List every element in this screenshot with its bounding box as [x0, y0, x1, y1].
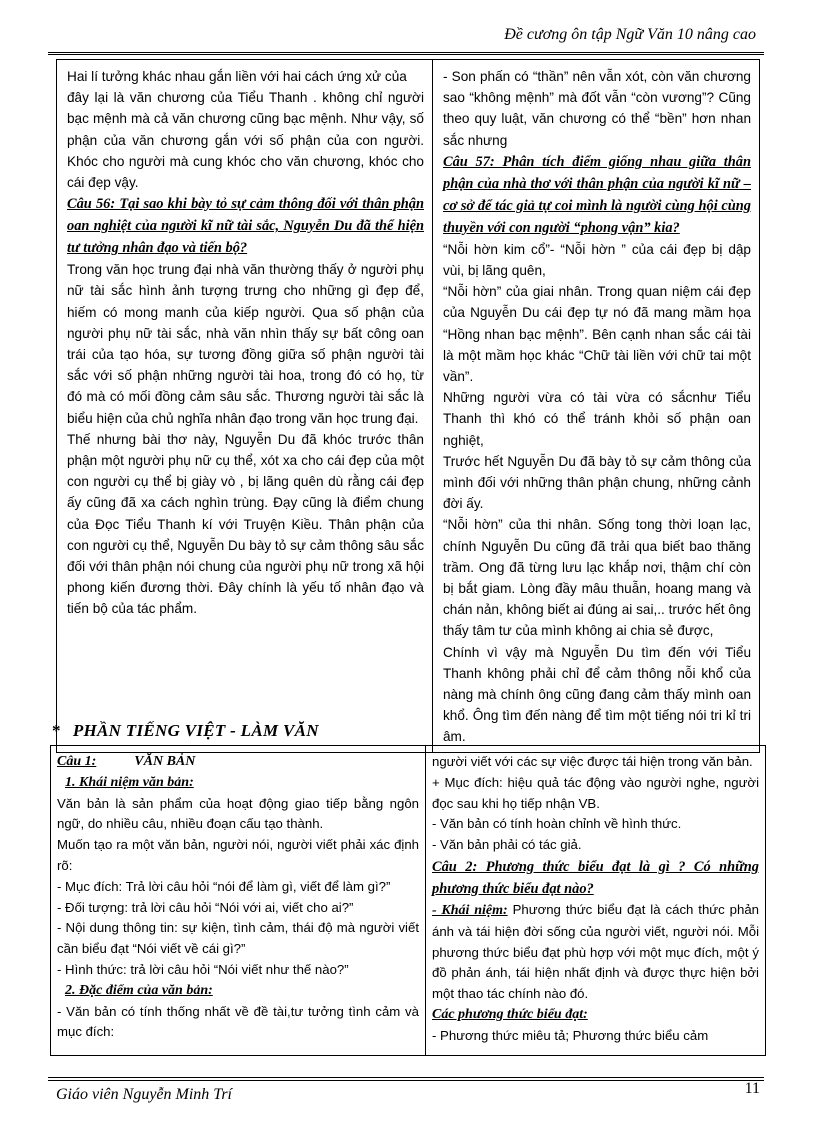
paragraph-text: Phương thức biểu đạt là cách thức phản ánh và tái hiện đời sống của người viết, người nói. Mỗi phương thức biểu đạt phù hợp với một mục đích, một ý đồ phản ánh, tái hiện nhất định và được thực hiện bởi một thao tác chính nào đó.	[432, 901, 759, 1002]
section-2-right-column	[426, 746, 766, 1056]
paragraph: “Nỗi hờn” của thi nhân. Sống tong thời loạn lạc, chính Nguyễn Du cũng đã trải qua biết bao thăng trầm. Ong đã từng lưu lạc khắp nơi, thậm chí còn bị bắt giam. Lòng đầy mâu thuẫn, hoang mang và chán nản, không biết ai đúng ai sai,.. trước hết ông thấy tâm tư của mình không ai chia sẻ được,	[443, 517, 751, 639]
paragraph: Những người vừa có tài vừa có sắcnhư Tiểu Thanh thì khó có thể tránh khỏi số phận oan nghiệt,	[443, 390, 751, 448]
footer-teacher: Giáo viên Nguyễn Minh Trí	[56, 1086, 232, 1103]
paragraph: - Nội dung thông tin: sự kiện, tình cảm, thái độ mà người viết cần biểu đạt “Nói viết về cái gì?”	[57, 920, 419, 957]
page-number: 11	[744, 1080, 760, 1097]
question-2: Câu 2: Phương thức biểu đạt là gì ? Có những phương thức biểu đạt nào?	[432, 858, 759, 897]
paragraph: - Văn bản có tính thống nhất về đề tài,tư tưởng tình cảm và mục đích:	[57, 1003, 419, 1040]
paragraph: - Văn bản phải có tác giả.	[432, 837, 582, 853]
paragraph: - Đối tượng: trả lời câu hỏi “Nói với ai, viết cho ai?”	[57, 899, 354, 915]
paragraph: - Văn bản có tính hoàn chỉnh về hình thức.	[432, 816, 682, 832]
section-title	[52, 721, 319, 741]
subheading: - Khái niệm:	[432, 902, 508, 918]
subheading: 2. Đặc điểm của văn bản:	[65, 982, 213, 998]
section-1-right-column	[433, 60, 760, 753]
paragraph: “Nỗi hờn” của giai nhân. Trong quan niệm cái đẹp của Nguyễn Du cái đẹp tự nó đã mang mầm họa “Hồng nhan bạc mệnh”. Bên cạnh nhan sắc cái tài là một mầm học khác “Chữ tài liền với chữ tai một vần”.	[443, 284, 751, 385]
paragraph: + Mục đích: hiệu quả tác động vào người nghe, người đọc sau khi họ tiếp nhận VB.	[432, 774, 759, 811]
star-icon: *	[52, 721, 61, 740]
footer-rule	[48, 1077, 764, 1081]
heading-cau-1	[57, 752, 419, 773]
header-rule	[48, 52, 764, 55]
section-2-table	[50, 745, 766, 1056]
paragraph: Chính vì vậy mà Nguyễn Du tìm đến với Tiểu Thanh không phải chỉ để cảm thông nỗi khổ của nàng mà chính ông cũng đang cảm thấy mình oan khổ. Ông tìm đến nàng để tìm một tiếng nói tri kỉ tri âm.	[443, 644, 751, 745]
paragraph: - Hình thức: trả lời câu hỏi “Nói viết như thế nào?”	[57, 961, 349, 977]
paragraph: - Mục đích: Trả lời câu hỏi “nói để làm gì, viết để làm gì?”	[57, 878, 391, 894]
paragraph: người viết với các sự việc được tái hiện trong văn bản.	[432, 754, 753, 769]
paragraph	[432, 900, 759, 1005]
paragraph: - Phương thức miêu tả; Phương thức biểu cảm	[432, 1027, 709, 1043]
paragraph: Thế nhưng bài thơ này, Nguyễn Du đã khóc trước thân phận một người phụ nữ cụ thể, xót xa cho cái đẹp của một con người cụ thể bị giày vò , bị lãng quên dù rằng cái đẹp ấy cũng đã xa cách nghìn trùng. Đạy cũng là điểm chung của Đọc Tiểu Thanh kí với Truyện Kiều. Thân phận của con người cụ thể, Nguyễn Du bày tỏ sự cảm thông sâu sắc đối với thân phận nói chung của người phụ nữ trong xã hội phong kiến đương thời. Đây chính là yếu tố nhân đạo và tiến bộ của tác phẩm.	[67, 431, 424, 617]
section-1-table	[56, 59, 760, 753]
heading-title: VĂN BẢN	[134, 754, 196, 769]
paragraph: đây lại là văn chương của Tiểu Thanh . không chỉ người bạc mệnh mà cả văn chương cũng bạc mệnh. Như vậy, số phận của văn chương gắn với số phận của con người. Khóc cho người mà cung khóc cho văn chương, khóc cho cái đẹp vậy.	[67, 90, 424, 191]
paragraph: Trước hết Nguyễn Du đã bày tỏ sự cảm thông của mình đối với những thân phận chung, những cảnh đời ấy.	[443, 453, 751, 512]
section-1-left-column	[57, 60, 433, 753]
paragraph: Trong văn học trung đại nhà văn thường thấy ở người phụ nữ tài sắc hình ảnh tượng trưng cho những gì đẹp để, hiếm có mong manh của kiếp người. Qua số phận của người phụ nữ tài sắc, nhà văn nhìn thấy sự bất công oan trái của tạo hóa, sự tương đồng giữa số phận người tài sắc với số phận những người tài hoa, trong đó có họ, từ đó mà có mối đồng cảm sâu sắc. Thương người tài sắc là biểu hiện của chủ nghĩa nhân đạo trong văn học trung đại.	[67, 262, 424, 426]
paragraph: - Son phấn có “thần” nên vẫn xót, còn văn chương sao “không mệnh” mà đốt vẫn “còn vương”? Cũng theo quy luật, văn chương có thể “bền” hơn nhan sắc nhưng	[443, 69, 751, 148]
page-header: Đề cương ôn tập Ngữ Văn 10 nâng cao	[504, 26, 756, 43]
question-56: Câu 56: Tại sao khi bày tỏ sự cảm thông đối với thân phận oan nghiệt của người kĩ nữ tài sắc, Nguyễn Du đã thể hiện tư tưởng nhân đạo và tiến bộ?	[67, 196, 424, 257]
paragraph: Văn bản là sản phẩm của hoạt động giao tiếp bằng ngôn ngữ, do nhiều câu, nhiều đoạn cấu tạo thành.	[57, 795, 419, 832]
cau-label: Câu 1:	[57, 754, 97, 769]
subheading: 1. Khái niệm văn bản:	[65, 774, 194, 790]
question-57: Câu 57: Phân tích điểm giống nhau giữa thân phận của nhà thơ với thân phận của người kĩ nữ – cơ sở để tác giả tự coi mình là người cùng hội cùng thuyền với con người “phong vận” kia?	[443, 153, 751, 236]
section-2-left-column	[51, 746, 426, 1056]
section-title-text: PHẦN TIẾNG VIỆT - LÀM VĂN	[72, 721, 319, 740]
subheading: Các phương thức biểu đạt:	[432, 1006, 588, 1022]
paragraph: Muốn tạo ra một văn bản, người nói, người viết phải xác định rõ:	[57, 837, 419, 873]
paragraph: “Nỗi hờn kim cổ”- “Nỗi hờn ” của cái đẹp bị dập vùi, bị lãng quên,	[443, 241, 751, 279]
paragraph: Hai lí tưởng khác nhau gắn liền với hai cách ứng xử của	[67, 69, 407, 84]
